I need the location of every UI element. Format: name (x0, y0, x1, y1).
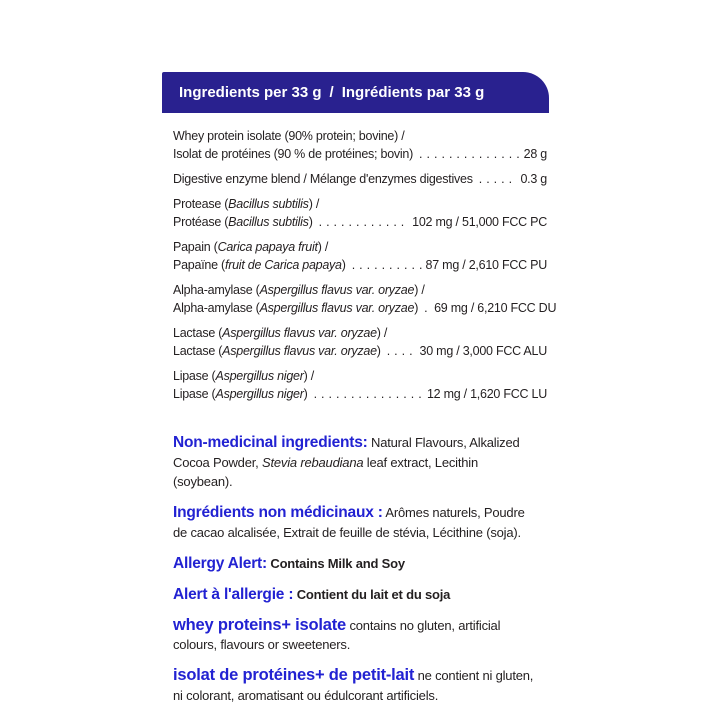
ingredient-text: Lipase ( (173, 369, 216, 383)
ingredient-text: Protease ( (173, 197, 229, 211)
ingredient-name-line (173, 127, 547, 145)
ingredient-text: Protéase ( (173, 215, 229, 229)
ingredient-text: fruit de Carica papaya (224, 258, 342, 272)
product-claim-en (173, 616, 539, 655)
ingredient-name (173, 256, 346, 274)
non-medicinal-ingredients-en (173, 433, 539, 492)
ingredient-value: 87 mg / 2,610 FCC PU (425, 258, 547, 272)
paragraph-text: leaf extract, Lecithin (soybean). (173, 454, 479, 489)
ingredient-name (173, 385, 308, 403)
paragraph-text: Contient du lait et du soja (293, 586, 451, 602)
dot-leader (319, 213, 409, 231)
ingredient-name-line (173, 238, 547, 256)
ingredient-row (173, 170, 547, 188)
ingredient-name-line (173, 324, 547, 342)
paragraph-text: Arômes naturels, Poudre de cacao alcalisée, Extrait de feuille de stévia, Lécithine (soja). (173, 505, 525, 540)
ingredient-text: ) (303, 387, 308, 401)
dot-leader (352, 256, 422, 274)
ingredient-text: Bacillus subtilis (228, 197, 309, 211)
ingredient-value-line (173, 170, 547, 188)
ingredient-row (173, 127, 547, 163)
paragraph-heading: Non-medicinal ingredients: (173, 434, 368, 451)
ingredient-row (173, 195, 547, 231)
ingredient-value: 102 mg / 51,000 FCC PC (412, 215, 547, 229)
ingredient-text: Alpha-amylase ( (173, 301, 260, 315)
ingredient-name-line (173, 195, 547, 213)
dot-leader (314, 385, 423, 403)
ingredient-text: Alpha-amylase ( (173, 283, 260, 297)
ingredient-name (173, 170, 473, 188)
ingredient-text: Lactase ( (173, 344, 223, 358)
paragraph-heading: whey proteins+ isolate (173, 615, 347, 634)
ingredients-list (162, 113, 557, 403)
ingredient-text: Lipase ( (173, 387, 216, 401)
header-title-fr: Ingrédients par 33 g (341, 84, 485, 101)
ingredient-text: ) (414, 301, 419, 315)
paragraph-body (293, 587, 450, 602)
paragraph-text: Stevia rebaudiana (261, 454, 364, 470)
ingredient-text: Aspergillus niger (215, 369, 304, 383)
ingredient-name (173, 299, 418, 317)
ingredient-value: 28 g (523, 147, 547, 161)
ingredient-text: ) / (317, 240, 329, 254)
ingredient-text: ) / (376, 326, 388, 340)
paragraph-text: contains no gluten, artificial colours, flavours or sweeteners. (173, 617, 501, 652)
ingredient-value-line (173, 385, 547, 403)
paragraph-heading: Allergy Alert: (173, 554, 267, 572)
allergy-alert-en (173, 554, 539, 574)
ingredient-row (173, 238, 547, 274)
ingredient-text: ) / (303, 369, 315, 383)
dot-leader (424, 299, 430, 317)
ingredient-text: Aspergillus niger (215, 387, 304, 401)
allergy-alert-fr (173, 585, 539, 605)
non-medicinal-ingredients-fr (173, 503, 539, 542)
ingredient-value: 30 mg / 3,000 FCC ALU (419, 344, 547, 358)
ingredient-name (173, 342, 381, 360)
ingredient-row (173, 324, 547, 360)
dot-leader (387, 342, 416, 360)
ingredient-text: Papain ( (173, 240, 218, 254)
paragraph-heading: Ingrédients non médicinaux : (173, 504, 383, 521)
ingredient-value-line (173, 213, 547, 231)
paragraph-text: Natural Flavours, Alkalized Cocoa Powder, (173, 435, 520, 470)
ingredient-text: Aspergillus flavus var. oryzae (222, 326, 377, 340)
ingredient-row (173, 281, 557, 317)
ingredient-text: ) (376, 344, 381, 358)
ingredient-name (173, 145, 413, 163)
ingredient-name (173, 213, 313, 231)
paragraph-text: ne contient ni gluten, ni colorant, aromatisant ou édulcorant artificiels. (173, 668, 534, 703)
ingredients-panel (162, 72, 557, 717)
ingredient-text: Carica papaya fruit (217, 240, 318, 254)
header-title-en: Ingredients per 33 g (179, 84, 322, 101)
ingredient-text: Digestive enzyme blend / Mélange d'enzymes digestives (173, 172, 473, 186)
ingredient-text: Papaïne ( (173, 258, 225, 272)
ingredient-row (173, 367, 547, 403)
ingredient-text: Whey protein isolate (90% protein; bovine) / (173, 129, 405, 143)
paragraph-text: Contains Milk and Soy (266, 555, 405, 571)
ingredient-name-line (173, 367, 547, 385)
dot-leader (479, 170, 517, 188)
dot-leader (419, 145, 520, 163)
ingredient-text: Aspergillus flavus var. oryzae (222, 344, 377, 358)
ingredient-value: 69 mg / 6,210 FCC DU (434, 301, 557, 315)
ingredient-text: Lactase ( (173, 326, 223, 340)
ingredient-value-line (173, 145, 547, 163)
ingredient-value: 0.3 g (520, 172, 547, 186)
ingredient-text: ) / (308, 197, 320, 211)
ingredient-value: 12 mg / 1,620 FCC LU (426, 387, 547, 401)
ingredient-text: ) (308, 215, 313, 229)
ingredient-text: ) (341, 258, 346, 272)
info-paragraphs (162, 433, 539, 705)
paragraph-heading: Alert à l'allergie : (173, 585, 294, 603)
ingredients-header (162, 72, 549, 113)
ingredient-text: Aspergillus flavus var. oryzae (259, 283, 415, 297)
paragraph-body (267, 556, 405, 571)
ingredient-text: Isolat de protéines (90 % de protéines; bovin) (173, 147, 414, 161)
ingredient-text: ) / (414, 283, 425, 297)
product-claim-fr (173, 666, 539, 705)
ingredient-name-line (173, 281, 547, 299)
ingredient-text: Aspergillus flavus var. oryzae (259, 301, 415, 315)
ingredient-value-line (173, 299, 557, 317)
ingredient-value-line (173, 342, 547, 360)
paragraph-heading: isolat de protéines+ de petit-lait (173, 666, 415, 684)
ingredient-text: Bacillus subtilis (228, 215, 309, 229)
header-separator: / (329, 84, 334, 101)
ingredient-value-line (173, 256, 547, 274)
